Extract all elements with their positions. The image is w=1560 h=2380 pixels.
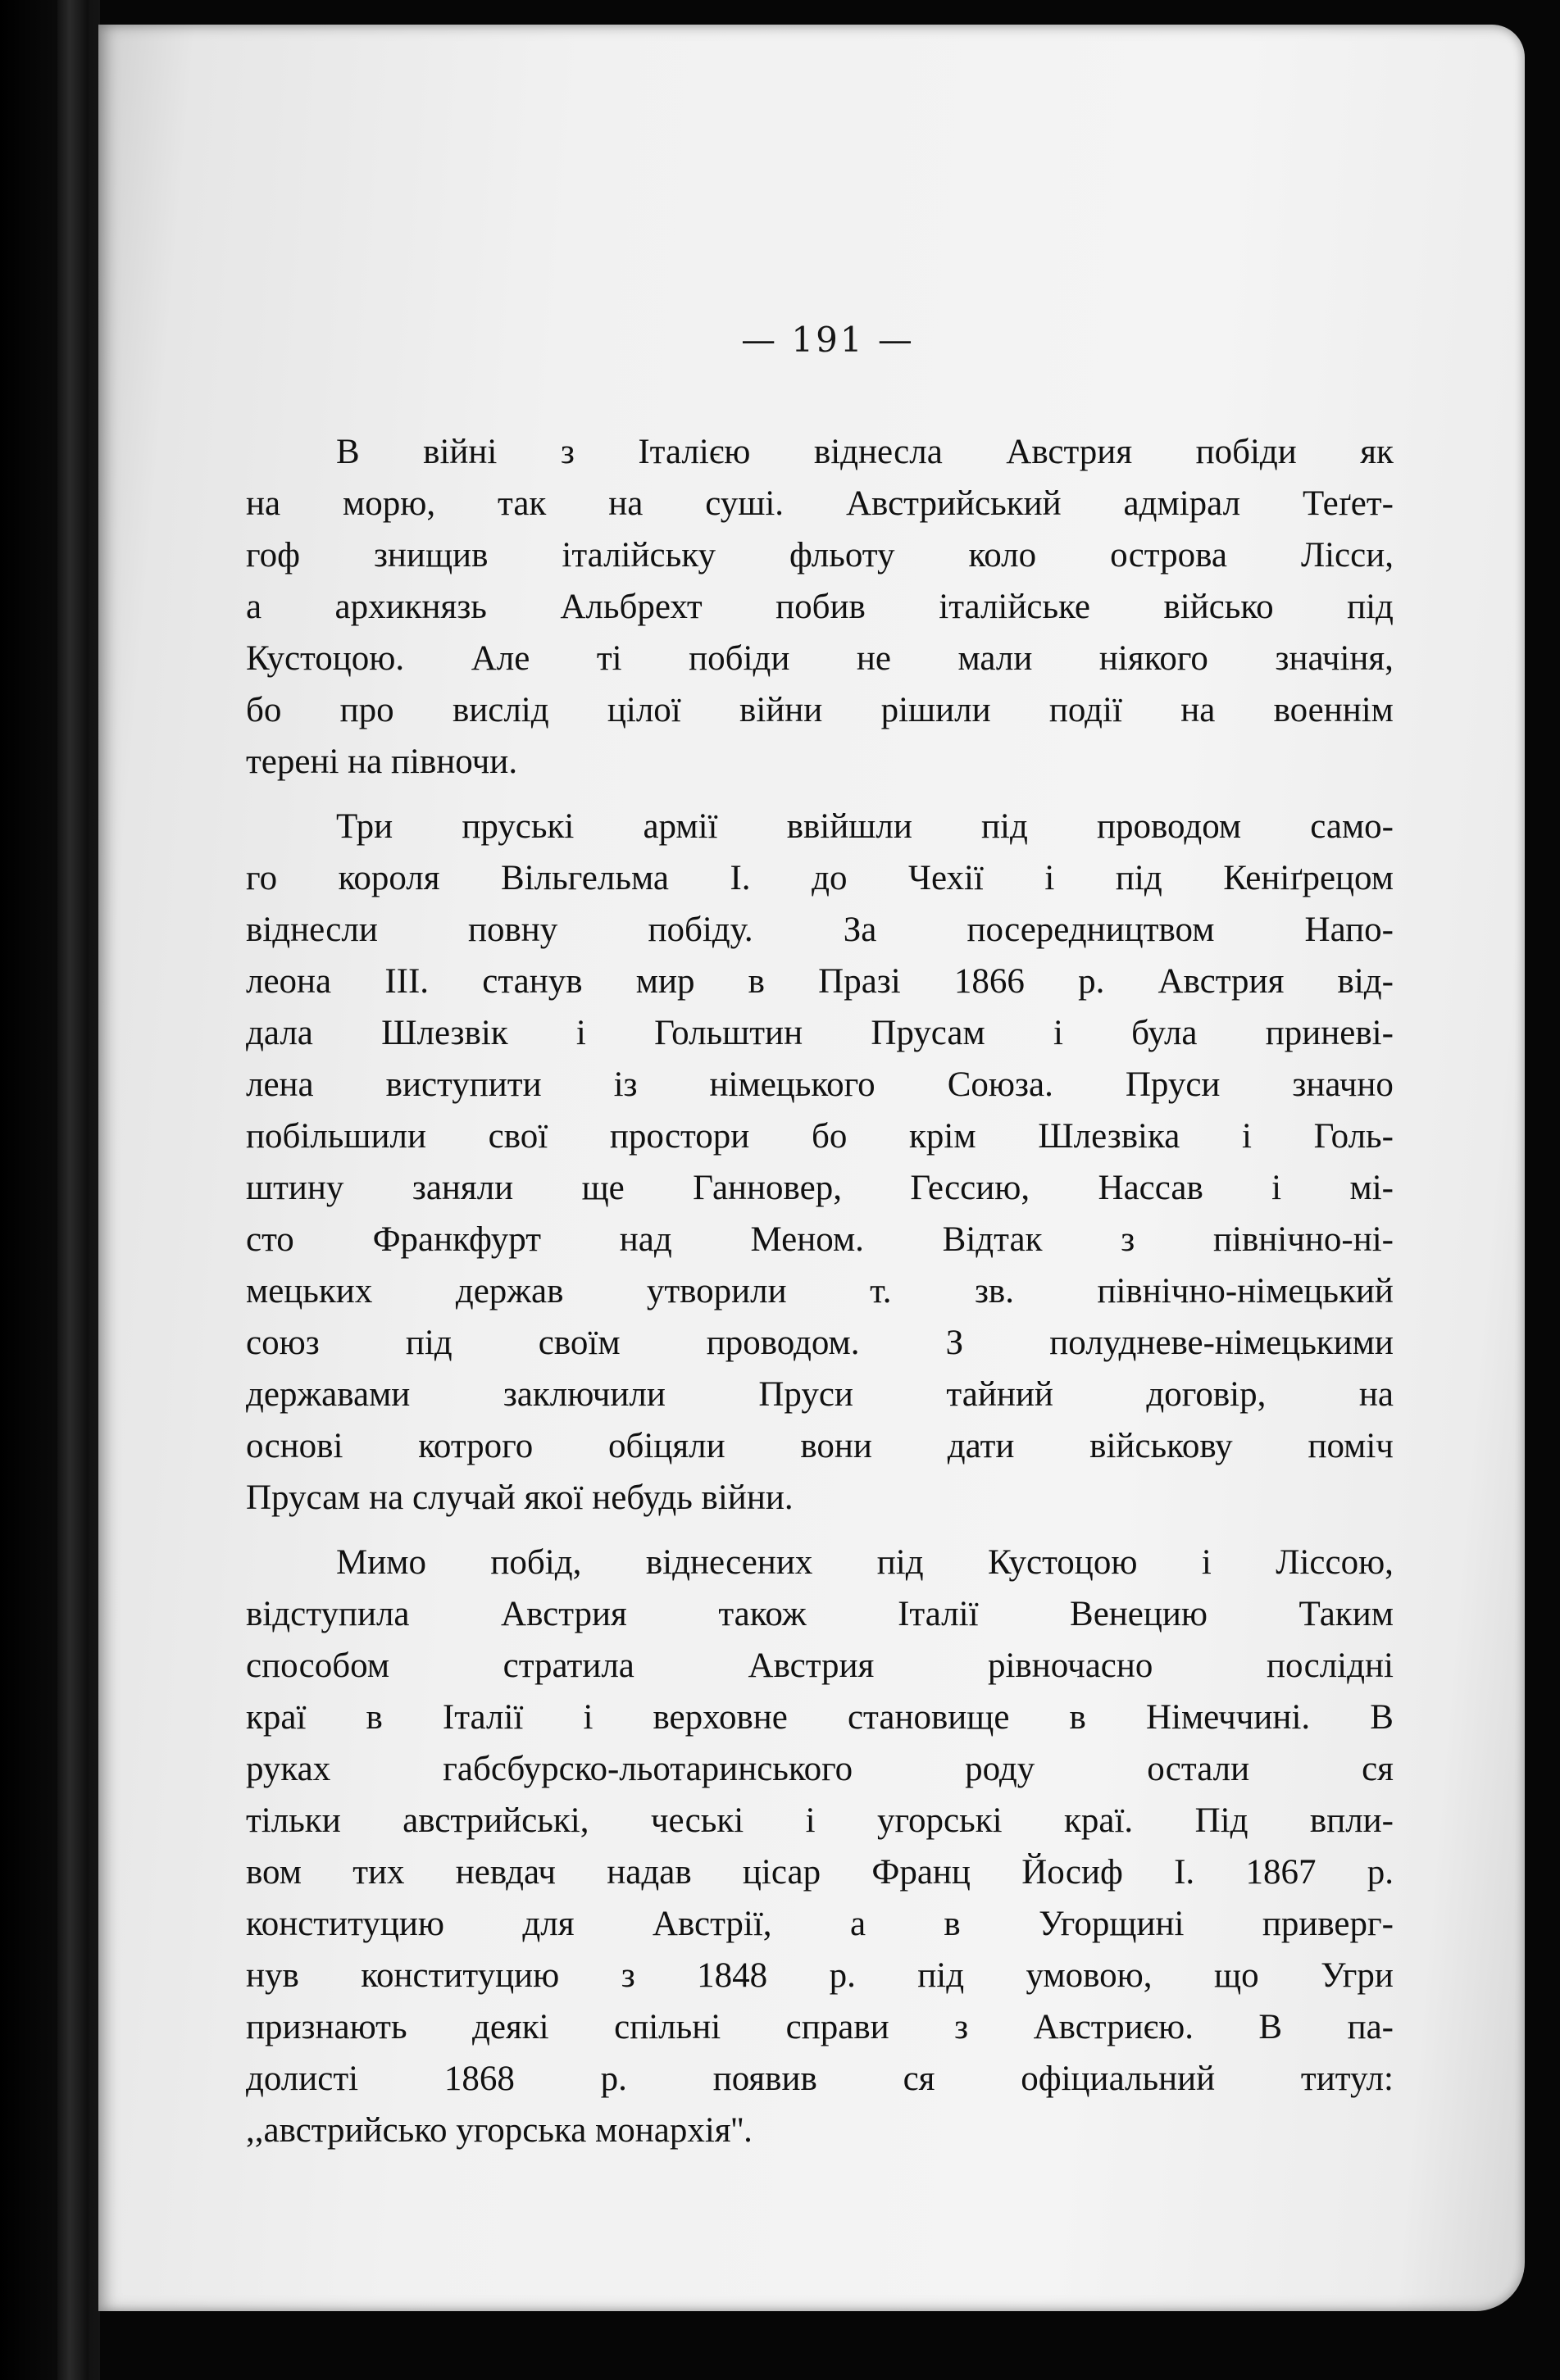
page-number: — 191 —	[741, 320, 915, 360]
text-line: штину заняли ще Ганновер, Гессию, Нассав і мі-	[246, 1169, 1394, 1207]
text-line: долисті 1868 р. появив ся офіциальний титул:	[246, 2060, 1394, 2098]
text-line: мецьких держав утворили т. зв. північно-німецький	[246, 1272, 1394, 1310]
text-line: побільшили свої простори бо крім Шлезвіка і Голь-	[246, 1117, 1394, 1156]
text-line: бо про вислід цілої війни рішили події на военнім	[246, 691, 1394, 729]
paragraph	[246, 801, 1394, 1524]
text-line: ,,австрийсько угорська монархія''.	[246, 2111, 753, 2150]
text-line: леона III. станув мир в Празі 1866 р. Австрия від-	[246, 962, 1394, 1001]
text-line: Три пруські армії ввійшли під проводом само-	[336, 807, 1394, 846]
text-line: сто Франкфурт над Меном. Відтак з північно-ні-	[246, 1220, 1394, 1259]
text-line: терені на півночи.	[246, 743, 518, 781]
paragraph	[246, 1537, 1394, 2156]
book-binding-strip	[57, 0, 89, 2380]
text-line: лена виступити із німецького Союза. Пруси значно	[246, 1065, 1394, 1104]
text-line: конституцию для Австрії, а в Угорщині приверг-	[246, 1905, 1394, 1943]
text-line: а архикнязь Альбрехт побив італійське військо під	[246, 588, 1394, 626]
text-line: на морю, так на суші. Австрийський адмірал Теґет-	[246, 484, 1394, 523]
body-text	[246, 426, 1394, 2169]
text-line: нув конституцию з 1848 р. під умовою, що Угри	[246, 1956, 1394, 1995]
text-line: В війні з Італією віднесла Австрия побіди як	[336, 433, 1394, 471]
text-line: руках габсбурско-льотаринського роду остали ся	[246, 1750, 1394, 1788]
text-line: відступила Австрия також Італії Венецию Таким	[246, 1595, 1394, 1633]
text-line: признають деякі спільні справи з Австриєю. В па-	[246, 2008, 1394, 2046]
paragraph	[246, 426, 1394, 788]
text-line: дала Шлезвік і Гольштин Прусам і була приневі-	[246, 1014, 1394, 1052]
text-line: віднесли повну побіду. За посередництвом Напо-	[246, 911, 1394, 949]
text-line: краї в Італії і верховне становище в Німеччині. В	[246, 1698, 1394, 1737]
text-line: Мимо побід, віднесених під Кустоцою і Ліссою,	[336, 1543, 1394, 1582]
text-line: Прусам на случай якої небудь війни.	[246, 1478, 794, 1517]
text-line: союз під своїм проводом. З полудневе-німецькими	[246, 1324, 1394, 1362]
text-line: гоф знищив італійську фльоту коло острова Лісси,	[246, 536, 1394, 575]
text-line: вом тих невдач надав цісар Франц Йосиф І. 1867 р.	[246, 1853, 1394, 1892]
text-line: Кустоцою. Але ті побіди не мали ніякого значіня,	[246, 639, 1394, 678]
text-line: державами заключили Пруси тайний договір, на	[246, 1375, 1394, 1414]
text-line: способом стратила Австрия рівночасно послідні	[246, 1646, 1394, 1685]
text-line: го короля Вільгельма І. до Чехії і під Кеніґрецом	[246, 859, 1394, 897]
book-page	[98, 25, 1525, 2311]
text-line: основі котрого обіцяли вони дати військову поміч	[246, 1427, 1394, 1465]
text-line: тільки австрийські, чеські і угорські краї. Під впли-	[246, 1801, 1394, 1840]
